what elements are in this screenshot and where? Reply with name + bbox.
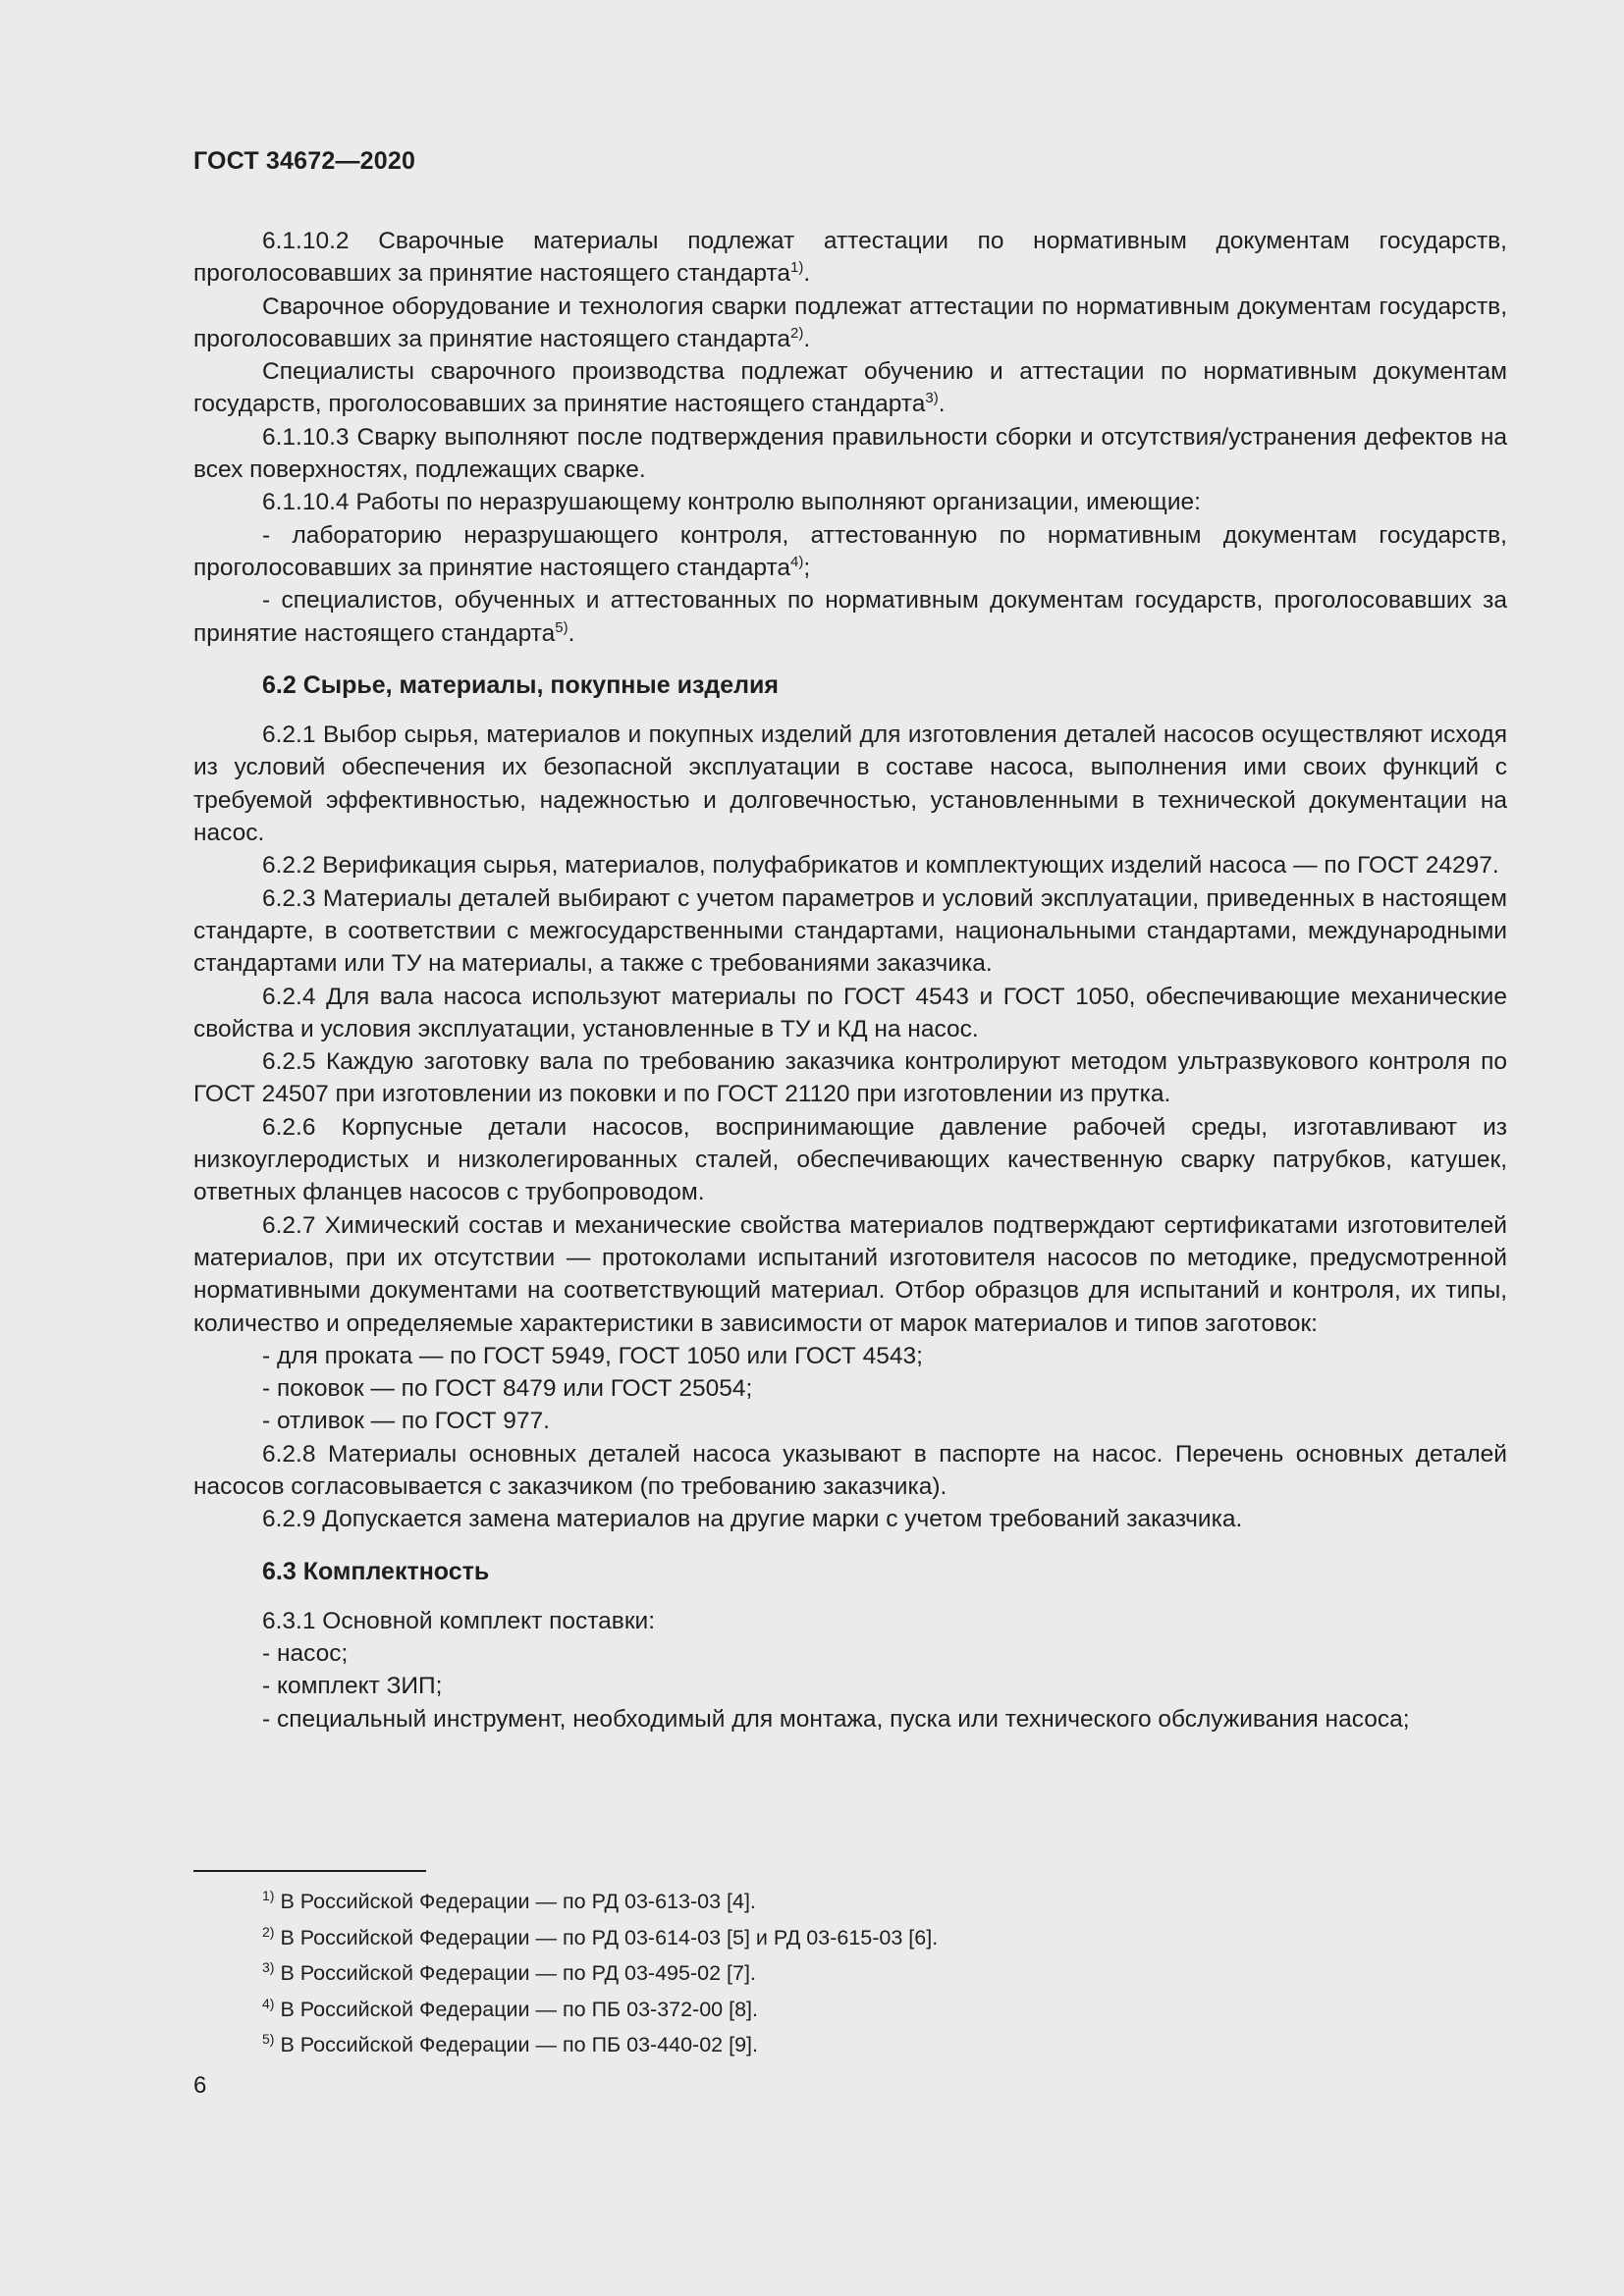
footnote-text: В Российской Федерации — по РД 03-613-03 [4].	[280, 1890, 756, 1913]
standard-header: ГОСТ 34672—2020	[193, 147, 416, 175]
footnote	[193, 1955, 1507, 1992]
paragraph	[193, 355, 1507, 421]
paragraph-text: Сварочное оборудование и технология сварки подлежат аттестации по нормативным документам государств, проголосовавших за принятие настоящего стандарта	[193, 293, 1507, 352]
paragraph-text: 6.2.1 Выбор сырья, материалов и покупных изделий для изготовления деталей насосов осуществляют исходя из условий обеспечения их безопасной эксплуатации в составе насоса, выполнения ими своих функций с требуемой эффективностью, надежностью и долговечностью, установленными в технической документации на насос.	[193, 721, 1507, 847]
paragraph	[193, 882, 1507, 981]
paragraph	[193, 1045, 1507, 1111]
trailing-punctuation: .	[568, 619, 575, 647]
footnote-separator	[193, 1870, 426, 1872]
footnote-mark: 2)	[262, 1923, 275, 1940]
paragraph	[193, 981, 1507, 1046]
footnote	[193, 1884, 1507, 1920]
paragraph-text: 6.3.1 Основной комплект поставки:	[262, 1607, 656, 1634]
paragraph-text: - насос;	[262, 1640, 349, 1668]
footnote-text: В Российской Федерации — по РД 03-614-03 [5] и РД 03-615-03 [6].	[280, 1925, 939, 1949]
paragraph	[193, 225, 1507, 291]
paragraph	[193, 1405, 1507, 1437]
paragraph-text: 6.2.2 Верификация сырья, материалов, полуфабрикатов и комплектующих изделий насоса — по ГОСТ 24297.	[262, 852, 1499, 880]
footnote-reference: 5)	[555, 618, 568, 636]
paragraph-text: - для проката — по ГОСТ 5949, ГОСТ 1050 или ГОСТ 4543;	[262, 1342, 923, 1369]
paragraph-text: 6.2.6 Корпусные детали насосов, воспринимающие давление рабочей среды, изготавливают из низкоуглеродистых и низколегированных сталей, обеспечивающих качественную сварку патрубков, катушек, ответных фланцев насосов с трубопроводом.	[193, 1113, 1507, 1206]
paragraph-text: 6.2.7 Химический состав и механические свойства материалов подтверждают сертификатами изготовителей материалов, при их отсутствии — протоколами испытаний изготовителя насосов по методике, предусмотренной нормативными документами на соответствующий материал. Отбор образцов для испытаний и контроля, их типы, количество и определяемые характеристики в зависимости от марок материалов и типов заготовок:	[193, 1211, 1507, 1337]
paragraph-text: 6.2.4 Для вала насоса используют материалы по ГОСТ 4543 и ГОСТ 1050, обеспечивающие механические свойства и условия эксплуатации, установленные в ТУ и КД на насос.	[193, 983, 1507, 1042]
paragraph-text: 6.1.10.3 Сварку выполняют после подтверждения правильности сборки и отсутствия/устранения дефектов на всех поверхностях, подлежащих сварке.	[193, 423, 1507, 484]
paragraph-text: 6.2.3 Материалы деталей выбирают с учетом параметров и условий эксплуатации, приведенных в настоящем стандарте, в соответствии с межгосударственными стандартами, национальными стандартами, международными стандартами или ТУ на материалы, а также с требованиями заказчика.	[193, 884, 1507, 978]
trailing-punctuation: .	[803, 325, 811, 352]
paragraph-text: - лабораторию неразрушающего контроля, аттестованную по нормативным документам государств, проголосовавших за принятие настоящего стандарта	[193, 521, 1507, 581]
paragraph-text: - комплект ЗИП;	[262, 1673, 443, 1700]
footnote-reference: 2)	[790, 324, 804, 342]
footnote-text: В Российской Федерации — по РД 03-495-02 [7].	[280, 1961, 756, 1985]
section-heading	[193, 1556, 1507, 1588]
footnote-reference: 1)	[790, 259, 804, 277]
paragraph	[193, 421, 1507, 487]
page-number: 6	[193, 2072, 207, 2099]
footnote	[193, 1992, 1507, 2028]
trailing-punctuation: .	[803, 260, 811, 288]
paragraph-text: 6.2.8 Материалы основных деталей насоса указывают в паспорте на насос. Перечень основных деталей насосов согласовывается с заказчиком (по требованию заказчика).	[193, 1440, 1507, 1500]
paragraph-text: 6.2.5 Каждую заготовку вала по требованию заказчика контролируют методом ультразвукового контроля по ГОСТ 24507 при изготовлении из поковки и по ГОСТ 21120 при изготовлении из прутка.	[193, 1048, 1507, 1108]
paragraph-text: - специалистов, обученных и аттестованных по нормативным документам государств, проголосовавших за принятие настоящего стандарта	[193, 587, 1507, 647]
paragraph	[193, 291, 1507, 356]
paragraph	[193, 1111, 1507, 1209]
paragraph	[193, 849, 1507, 881]
trailing-punctuation: .	[938, 391, 946, 418]
paragraph	[193, 1605, 1507, 1637]
paragraph	[193, 519, 1507, 585]
footnote-text: В Российской Федерации — по ПБ 03-372-00 [8].	[280, 1997, 758, 2021]
footnote-mark: 4)	[262, 1995, 275, 2011]
paragraph	[193, 1438, 1507, 1504]
footnotes	[193, 1870, 1507, 2063]
paragraph	[193, 1503, 1507, 1535]
paragraph	[193, 1703, 1507, 1735]
paragraph-text: 6.3 Комплектность	[262, 1557, 490, 1585]
paragraph	[193, 584, 1507, 650]
section-heading	[193, 669, 1507, 702]
footnote-text: В Российской Федерации — по ПБ 03-440-02 [9].	[280, 2033, 758, 2056]
paragraph	[193, 1372, 1507, 1405]
paragraph	[193, 1340, 1507, 1372]
footnote	[193, 1920, 1507, 1956]
paragraph-text: - отливок — по ГОСТ 977.	[262, 1408, 550, 1435]
paragraph	[193, 1209, 1507, 1340]
footnote-reference: 3)	[925, 390, 939, 407]
paragraph-text: 6.1.10.4 Работы по неразрушающему контролю выполняют организации, имеющие:	[262, 489, 1201, 516]
body-text	[193, 225, 1507, 1735]
trailing-punctuation: ;	[803, 554, 811, 581]
paragraph-text: 6.1.10.2 Сварочные материалы подлежат аттестации по нормативным документам государств, проголосовавших за принятие настоящего стандарта	[193, 228, 1507, 288]
paragraph	[193, 1637, 1507, 1670]
paragraph	[193, 1670, 1507, 1702]
paragraph-text: 6.2 Сырье, материалы, покупные изделия	[262, 670, 780, 699]
footnote-mark: 3)	[262, 1959, 275, 1975]
paragraph	[193, 486, 1507, 518]
footnote-mark: 5)	[262, 2031, 275, 2047]
footnote-mark: 1)	[262, 1888, 275, 1903]
footnote	[193, 2027, 1507, 2063]
paragraph	[193, 719, 1507, 849]
paragraph-text: - специальный инструмент, необходимый для монтажа, пуска или технического обслуживания насоса;	[262, 1705, 1410, 1733]
paragraph-text: - поковок — по ГОСТ 8479 или ГОСТ 25054;	[262, 1375, 753, 1403]
footnote-reference: 4)	[790, 553, 804, 570]
paragraph-text: Специалисты сварочного производства подлежат обучению и аттестации по нормативным документам государств, проголосовавших за принятие настоящего стандарта	[193, 358, 1507, 418]
paragraph-text: 6.2.9 Допускается замена материалов на другие марки с учетом требований заказчика.	[262, 1506, 1243, 1533]
